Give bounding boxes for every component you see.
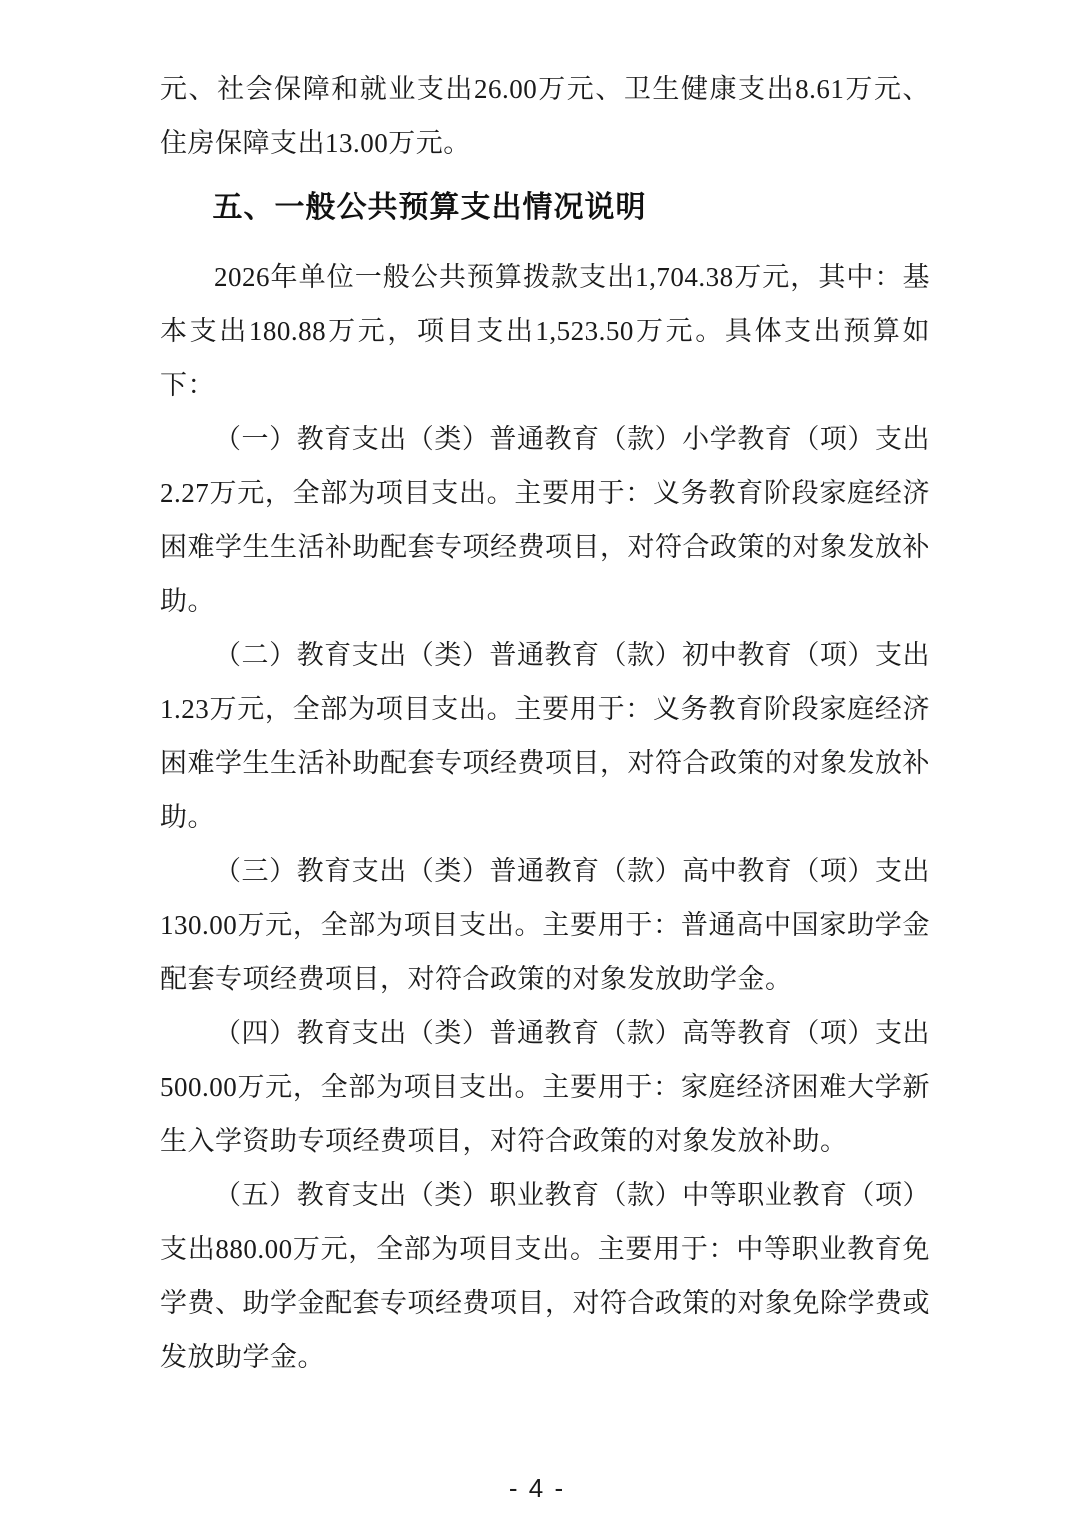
section-heading: 五、一般公共预算支出情况说明 [212,191,647,224]
page-number: - 4 - [508,1473,566,1503]
document-body [160,62,930,1384]
paragraph-budget-overview: 2026年单位一般公共预算拨款支出1,704.38万元，其中：基本支出180.88万元，项目支出1,523.50万元。具体支出预算如下： [160,262,930,400]
paragraph-item-2-middle-school-education: （二）教育支出（类）普通教育（款）初中教育（项）支出1.23万元，全部为项目支出。主要用于：义务教育阶段家庭经济困难学生生活补助配套专项经费项目，对符合政策的对象发放补助。 [160,640,930,832]
paragraph-item-4-higher-education: （四）教育支出（类）普通教育（款）高等教育（项）支出500.00万元，全部为项目支出。主要用于：家庭经济困难大学新生入学资助专项经费项目，对符合政策的对象发放补助。 [160,1018,930,1156]
paragraph-continuation: 元、社会保障和就业支出26.00万元、卫生健康支出8.61万元、住房保障支出13.00万元。 [160,74,930,158]
paragraph-item-1-primary-education: （一）教育支出（类）普通教育（款）小学教育（项）支出2.27万元，全部为项目支出。主要用于：义务教育阶段家庭经济困难学生生活补助配套专项经费项目，对符合政策的对象发放补助。 [160,424,930,616]
paragraph-item-5-vocational-education: （五）教育支出（类）职业教育（款）中等职业教育（项）支出880.00万元，全部为项目支出。主要用于：中等职业教育免学费、助学金配套专项经费项目，对符合政策的对象免除学费或发放助学金。 [160,1180,930,1372]
paragraph-item-3-high-school-education: （三）教育支出（类）普通教育（款）高中教育（项）支出130.00万元，全部为项目支出。主要用于：普通高中国家助学金配套专项经费项目，对符合政策的对象发放助学金。 [160,856,930,994]
